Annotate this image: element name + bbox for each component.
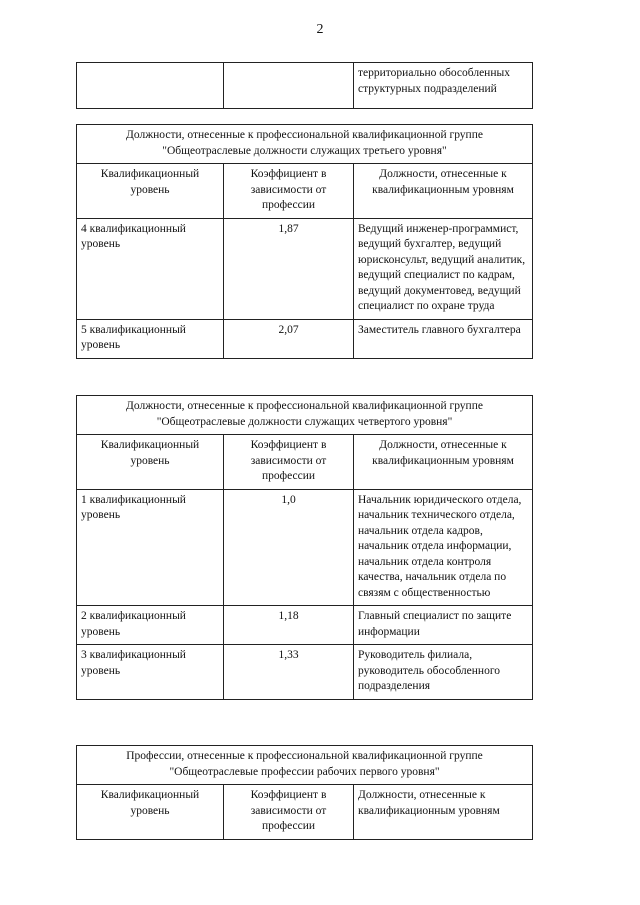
level-cell: 4 квалификационный уровень: [77, 218, 224, 319]
group-title: [77, 746, 533, 785]
qualification-group-table: [76, 395, 533, 700]
header-level: Квалификационный уровень: [77, 785, 224, 840]
group-title: [77, 396, 533, 435]
header-positions: Должности, отнесенные к квалификационным уровням: [354, 435, 533, 490]
table-row: [77, 489, 533, 606]
coef-cell: 1,87: [224, 218, 354, 319]
table-row: [77, 63, 533, 109]
positions-cell: территориально обособленных структурных подразделений: [354, 63, 533, 109]
group-title-line: "Общеотраслевые должности служащих четвертого уровня": [156, 415, 453, 428]
header-row: [77, 785, 533, 840]
level-cell: [77, 63, 224, 109]
group-title-line: Должности, отнесенные к профессиональной квалификационной группе: [126, 129, 483, 141]
table-row: [77, 645, 533, 700]
group-title-row: [77, 396, 533, 435]
header-row: [77, 435, 533, 490]
header-coef: Коэффициент в зависимости от профессии: [224, 785, 354, 840]
coef-cell: 1,0: [224, 489, 354, 606]
header-coef: Коэффициент в зависимости от профессии: [224, 435, 354, 490]
header-row: [77, 164, 533, 219]
group-title-line: "Общеотраслевые профессии рабочих первого уровня": [169, 765, 440, 778]
group-title-row: [77, 125, 533, 164]
coef-cell: 1,33: [224, 645, 354, 700]
table-row: [77, 319, 533, 358]
continuation-table: [76, 62, 533, 109]
group-title-line: Должности, отнесенные к профессиональной квалификационной группе: [126, 400, 483, 412]
positions-cell: Ведущий инженер-программист, ведущий бухгалтер, ведущий юрисконсульт, ведущий аналитик, ведущий специалист по кадрам, ведущий документовед, ведущий специалист по охране труда: [354, 218, 533, 319]
positions-cell: Руководитель филиала, руководитель обособленного подразделения: [354, 645, 533, 700]
header-positions: Должности, отнесенные к квалификационным уровням: [354, 164, 533, 219]
coef-cell: [224, 63, 354, 109]
qualification-group-table: [76, 745, 533, 840]
header-level: Квалификационный уровень: [77, 164, 224, 219]
positions-cell: Начальник юридического отдела, начальник технического отдела, начальник отдела кадров, начальник отдела информации, начальник отдела контроля качества, начальник отдела по связям с общественностью: [354, 489, 533, 606]
group-title-line: "Общеотраслевые должности служащих третьего уровня": [162, 144, 447, 157]
coef-cell: 1,18: [224, 606, 354, 645]
level-cell: 5 квалификационный уровень: [77, 319, 224, 358]
table-row: [77, 218, 533, 319]
page-number: 2: [316, 22, 324, 37]
level-cell: 3 квалификационный уровень: [77, 645, 224, 700]
group-title-line: Профессии, отнесенные к профессиональной квалификационной группе: [126, 750, 483, 762]
positions-cell: Главный специалист по защите информации: [354, 606, 533, 645]
qualification-group-table: [76, 124, 533, 359]
positions-cell: Заместитель главного бухгалтера: [354, 319, 533, 358]
table-row: [77, 606, 533, 645]
header-level: Квалификационный уровень: [77, 435, 224, 490]
level-cell: 2 квалификационный уровень: [77, 606, 224, 645]
group-title-row: [77, 746, 533, 785]
header-positions: Должности, отнесенные к квалификационным уровням: [354, 785, 533, 840]
coef-cell: 2,07: [224, 319, 354, 358]
group-title: [77, 125, 533, 164]
level-cell: 1 квалификационный уровень: [77, 489, 224, 606]
header-coef: Коэффициент в зависимости от профессии: [224, 164, 354, 219]
